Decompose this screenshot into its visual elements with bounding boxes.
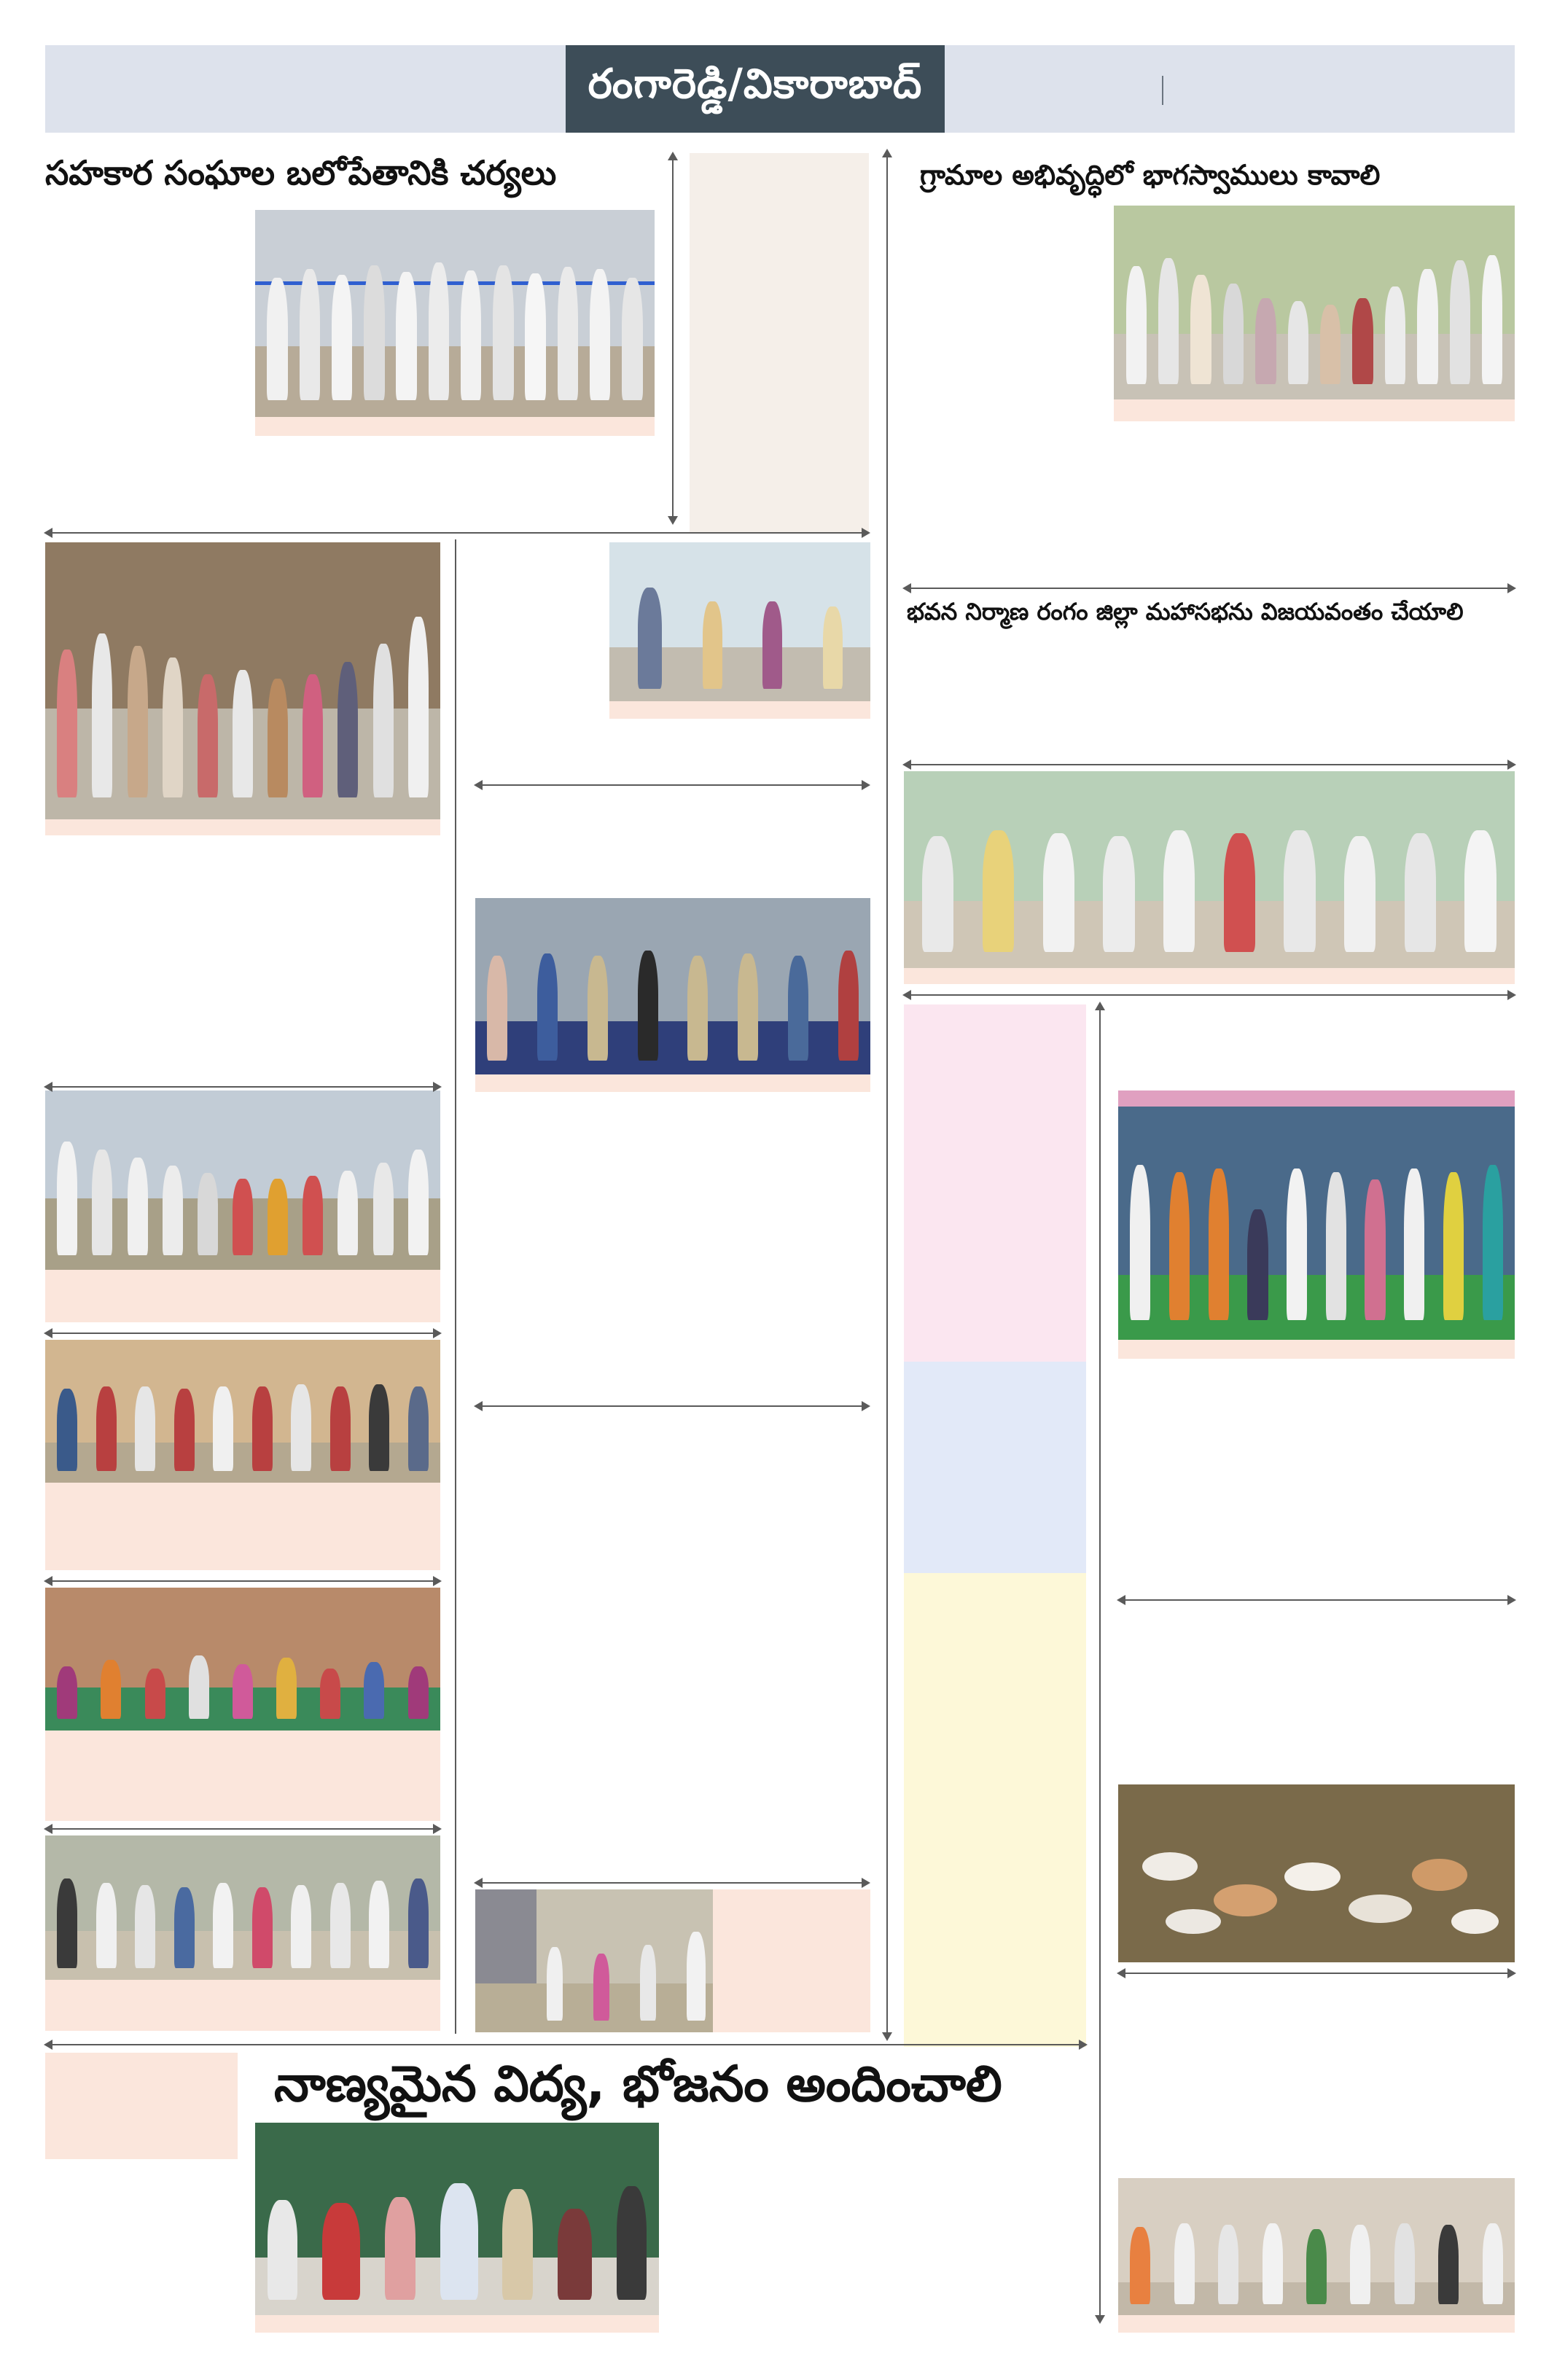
blue-ad-block	[904, 1362, 1086, 1573]
header-divider	[1162, 76, 1163, 105]
caption-band	[475, 1074, 870, 1092]
story-divider	[904, 588, 1515, 589]
column-divider	[45, 532, 869, 534]
classroom-inspection-photo	[255, 2123, 659, 2315]
story-divider	[904, 994, 1515, 996]
section-title: రంగారెడ్డి/వికారాబాద్	[588, 60, 923, 108]
caption-band	[45, 1270, 440, 1322]
story-divider	[45, 1333, 440, 1334]
village-ceremony-photo	[45, 542, 440, 819]
posters-release-photo	[45, 1340, 440, 1483]
headline-quality-education: నాణ్యమైన విద్య, భోజనం అందించాలి	[274, 2056, 1002, 2113]
dead-sheep-photo	[1118, 1784, 1515, 1962]
pink-ad-block	[904, 1004, 1086, 1362]
story-divider	[1118, 1599, 1515, 1601]
story-divider	[45, 2044, 1086, 2045]
column-divider	[455, 539, 456, 2034]
column-divider	[672, 153, 674, 523]
village-roadside-group-photo	[1114, 206, 1515, 399]
cheque-distribution-photo	[475, 1889, 713, 2032]
peach-side-block	[713, 1889, 870, 2032]
felicitation-photo	[1118, 2178, 1515, 2315]
caption-band	[609, 701, 870, 719]
school-visit-photo	[609, 542, 870, 701]
activists-with-papers-photo	[904, 771, 1515, 968]
ribbon-cutting-photo	[255, 210, 655, 417]
women-puja-photo	[45, 1588, 440, 1731]
yellow-ad-block	[904, 1573, 1086, 2047]
caption-band	[904, 968, 1515, 984]
caption-band	[45, 819, 440, 835]
column-divider	[886, 150, 888, 2040]
caption-band	[45, 1980, 440, 2031]
road-line-group-photo	[45, 1090, 440, 1270]
story-divider	[45, 1580, 440, 1582]
story-divider	[45, 1086, 440, 1088]
section-title-box	[566, 45, 945, 133]
headline-cooperative-societies: సహకార సంఘాల బలోపేతానికి చర్యలు	[45, 153, 557, 192]
beige-ad-block	[690, 153, 869, 532]
story-divider	[904, 764, 1515, 765]
caption-band	[1114, 399, 1515, 421]
headline-construction-conference: భవన నిర్మాణ రంగం జిల్లా మహాసభను విజయవంతం చేయాలి	[907, 598, 1464, 625]
caption-band	[45, 1731, 440, 1821]
story-divider	[475, 1882, 869, 1884]
police-press-meet-photo	[475, 898, 870, 1074]
village-meeting-photo	[45, 1835, 440, 1980]
caption-band	[1118, 2315, 1515, 2333]
caption-band	[1118, 1340, 1515, 1359]
story-divider	[1118, 1973, 1515, 1974]
story-divider	[45, 1828, 440, 1830]
caption-band	[255, 2315, 659, 2333]
column-divider	[1099, 1003, 1101, 2322]
story-divider	[475, 1405, 869, 1407]
peach-corner-block	[45, 2053, 238, 2159]
sports-event-photo	[1118, 1090, 1515, 1340]
story-divider	[475, 784, 869, 786]
caption-band	[45, 1483, 440, 1570]
caption-band	[255, 417, 655, 436]
headline-village-development: గ్రామాల అభివృద్ధిలో భాగస్వాములు కావాలి	[920, 159, 1381, 191]
